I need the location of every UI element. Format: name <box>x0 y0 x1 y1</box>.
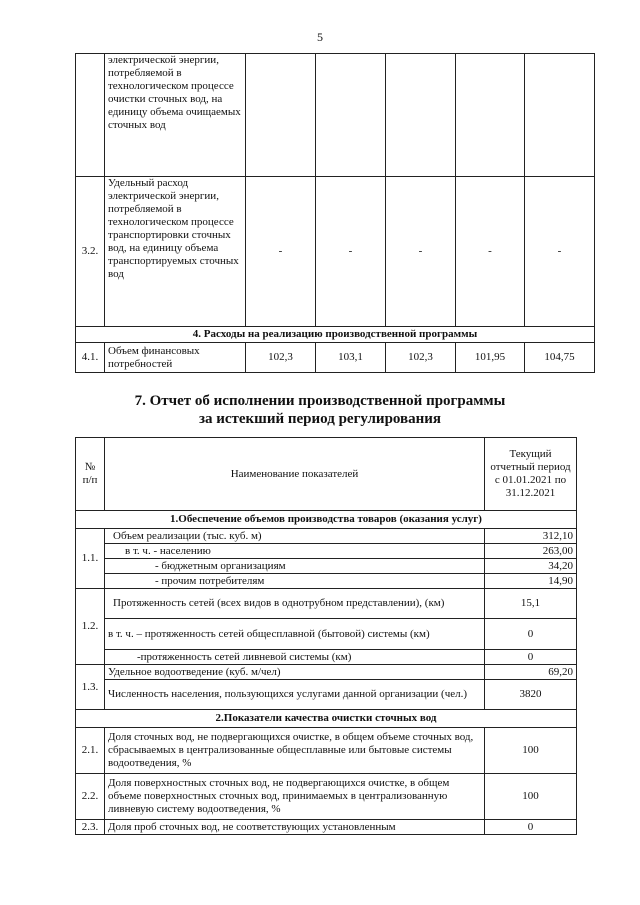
value-cell: 100 <box>485 774 577 820</box>
indicator-name-cell: Объем финансовых потребностей <box>105 343 246 373</box>
row-number-cell <box>76 54 105 177</box>
section-header-row <box>76 327 595 343</box>
table-row <box>76 680 577 710</box>
value-cell: 34,20 <box>485 559 577 574</box>
page-number: 5 <box>317 30 323 44</box>
value-cell: - <box>386 177 456 327</box>
indicator-name-cell: Численность населения, пользующихся услугами данной организации (чел.) <box>105 680 485 710</box>
table-row <box>76 589 577 619</box>
indicator-name-cell: - прочим потребителям <box>105 574 485 589</box>
section-heading: 1.Обеспечение объемов производства товаров (оказания услуг) <box>76 511 577 529</box>
table-row <box>76 559 577 574</box>
value-cell: - <box>246 177 316 327</box>
table-header-row <box>76 438 577 511</box>
table-row <box>76 619 577 650</box>
value-cell: 0 <box>485 650 577 665</box>
program-table-continued <box>75 53 595 373</box>
indicator-name-cell: в т. ч. - населению <box>105 544 485 559</box>
value-cell: 263,00 <box>485 544 577 559</box>
section-header-row <box>76 511 577 529</box>
row-number-cell: 3.2. <box>76 177 105 327</box>
section-7-title <box>0 392 640 428</box>
value-cell: - <box>456 177 525 327</box>
table-row <box>76 665 577 680</box>
header-period: Текущий отчетный период с 01.01.2021 по 31.12.2021 <box>485 438 577 511</box>
indicator-name-cell: Удельный расход электрической энергии, потребляемой в технологическом процессе транспортировки сточных вод, на единицу объема транспортируемых сточных вод <box>105 177 246 327</box>
indicator-name-cell: Доля проб сточных вод, не соответствующих установленным <box>105 820 485 835</box>
table-row <box>76 574 577 589</box>
value-cell: 69,20 <box>485 665 577 680</box>
table-row <box>76 343 595 373</box>
value-cell: 103,1 <box>316 343 386 373</box>
value-cell <box>525 54 595 177</box>
indicator-name-cell: Удельное водоотведение (куб. м/чел) <box>105 665 485 680</box>
indicator-name-cell: Доля сточных вод, не подвергающихся очистке, в общем объеме сточных вод, сбрасываемых в централизованные общесплавные или бытовые системы водоотведения, % <box>105 728 485 774</box>
value-cell: 3820 <box>485 680 577 710</box>
row-number-cell: 1.1. <box>76 529 105 589</box>
indicator-name-cell: - бюджетным организациям <box>105 559 485 574</box>
table-row <box>76 544 577 559</box>
row-number-cell: 2.2. <box>76 774 105 820</box>
section-heading: 4. Расходы на реализацию производственной программы <box>76 327 595 343</box>
value-cell: 104,75 <box>525 343 595 373</box>
value-cell <box>316 54 386 177</box>
row-number-cell: 2.1. <box>76 728 105 774</box>
table-row <box>76 650 577 665</box>
value-cell: 0 <box>485 820 577 835</box>
indicator-name-cell: в т. ч. – протяженность сетей общесплавной (бытовой) системы (км) <box>105 619 485 650</box>
value-cell <box>386 54 456 177</box>
value-cell <box>246 54 316 177</box>
indicator-name-cell: Объем реализации (тыс. куб. м) <box>105 529 485 544</box>
table-row <box>76 177 595 327</box>
value-cell: 101,95 <box>456 343 525 373</box>
row-number-cell: 1.3. <box>76 665 105 710</box>
header-number: № п/п <box>76 438 105 511</box>
indicator-name-cell: электрической энергии, потребляемой в технологическом процессе очистки сточных вод, на единицу объема очищаемых сточных вод <box>105 54 246 177</box>
section-heading: 2.Показатели качества очистки сточных вод <box>76 710 577 728</box>
table-row <box>76 774 577 820</box>
row-number-cell: 4.1. <box>76 343 105 373</box>
value-cell: 312,10 <box>485 529 577 544</box>
value-cell: - <box>316 177 386 327</box>
value-cell: 102,3 <box>246 343 316 373</box>
value-cell: 14,90 <box>485 574 577 589</box>
row-number-cell: 1.2. <box>76 589 105 665</box>
indicator-name-cell: Доля поверхностных сточных вод, не подвергающихся очистке, в общем объеме поверхностных сточных вод, принимаемых в централизованную ливневую систему водоотведения, % <box>105 774 485 820</box>
section-title-line-2: за истекший период регулирования <box>198 411 442 427</box>
report-table <box>75 437 577 835</box>
value-cell: 0 <box>485 619 577 650</box>
value-cell: 100 <box>485 728 577 774</box>
row-number-cell: 2.3. <box>76 820 105 835</box>
value-cell: 102,3 <box>386 343 456 373</box>
value-cell: - <box>525 177 595 327</box>
value-cell <box>456 54 525 177</box>
table-row <box>76 54 595 177</box>
table-row <box>76 529 577 544</box>
section-header-row <box>76 710 577 728</box>
indicator-name-cell: -протяженность сетей ливневой системы (км) <box>105 650 485 665</box>
indicator-name-cell: Протяженность сетей (всех видов в однотрубном представлении), (км) <box>105 589 485 619</box>
value-cell: 15,1 <box>485 589 577 619</box>
header-name: Наименование показателей <box>105 438 485 511</box>
table-row <box>76 728 577 774</box>
section-title-line-1: 7. Отчет об исполнении производственной программы <box>134 393 506 409</box>
table-row <box>76 820 577 835</box>
